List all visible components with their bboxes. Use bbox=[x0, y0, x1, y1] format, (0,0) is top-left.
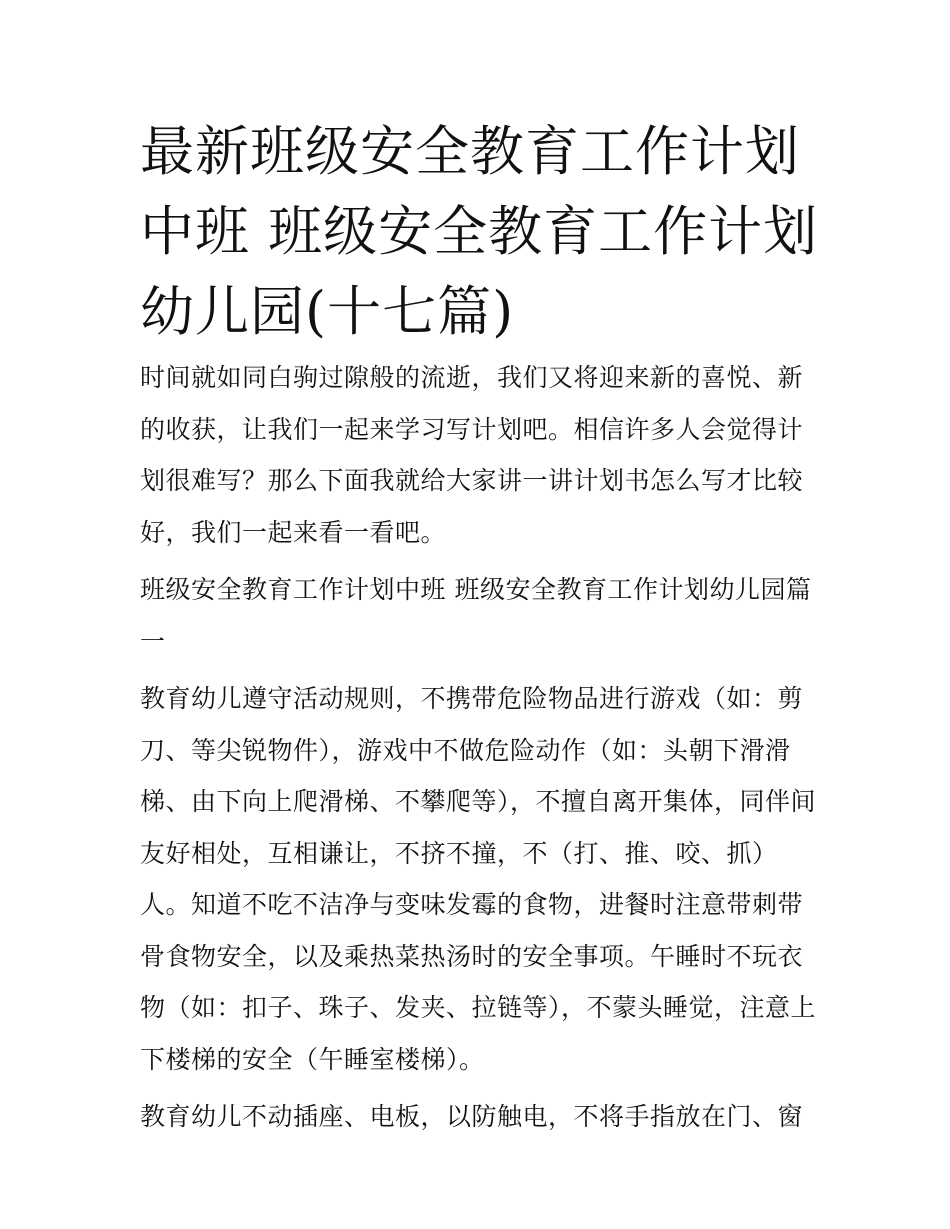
document-body bbox=[140, 352, 820, 1149]
section-heading: 班级安全教育工作计划中班 班级安全教育工作计划幼儿园篇一 bbox=[140, 575, 812, 656]
body-paragraph: 教育幼儿不动插座、电板，以防触电，不将手指放在门、窗 bbox=[140, 1102, 804, 1131]
document-title: 最新班级安全教育工作计划中班 班级安全教育工作计划幼儿园(十七篇) bbox=[140, 120, 819, 343]
body-paragraph: 教育幼儿遵守活动规则，不携带危险物品进行游戏（如：剪刀、等尖锐物件），游戏中不做危险动作（如：头朝下滑滑梯、由下向上爬滑梯、不攀爬等），不擅自离开集体，同伴间友好相处，互相谦让，不挤不撞，不（打、推、咬、抓）人。知道不吃不洁净与变味发霉的食物，进餐时注意带刺带骨食物安全，以及乘热菜热汤时的安全事项。午睡时不玩衣物（如：扣子、珠子、发夹、拉链等），不蒙头睡觉，注意上下楼梯的安全（午睡室楼梯）。 bbox=[140, 684, 817, 1074]
intro-paragraph: 时间就如同白驹过隙般的流逝，我们又将迎来新的喜悦、新的收获，让我们一起来学习写计划吧。相信许多人会觉得计划很难写？那么下面我就给大家讲一讲计划书怎么写才比较好，我们一起来看一看吧。 bbox=[140, 363, 804, 547]
